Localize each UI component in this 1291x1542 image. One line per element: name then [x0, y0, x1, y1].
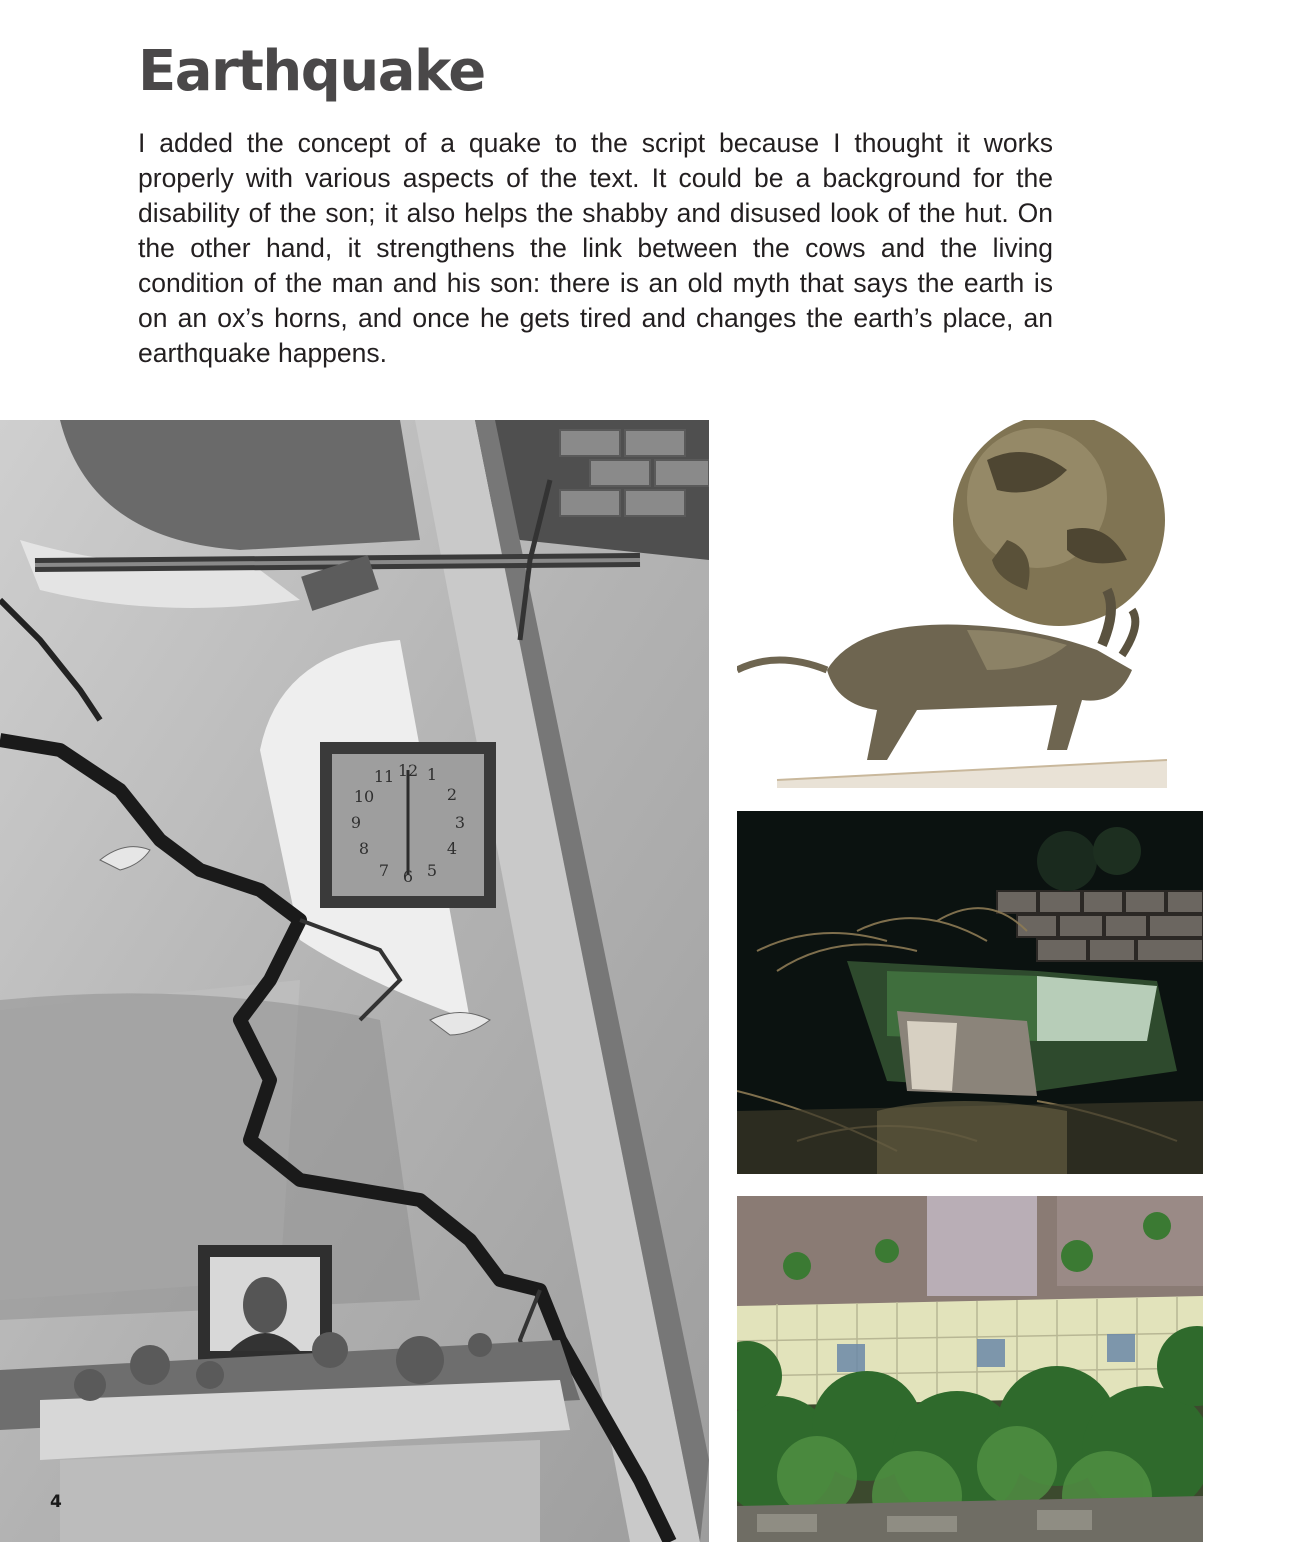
clock-numeral-12: 12 — [397, 761, 419, 780]
cracked-wall-photo — [0, 420, 709, 1542]
clock-numeral-8: 8 — [358, 839, 370, 858]
clock-numeral-9: 9 — [350, 813, 362, 832]
clock-numeral-1: 1 — [426, 765, 438, 784]
clock-numeral-3: 3 — [454, 813, 466, 832]
clock-numeral-11: 11 — [373, 767, 395, 786]
bull-globe-statue-photo — [737, 420, 1167, 788]
page-number: 4 — [50, 1492, 62, 1512]
clock-numeral-6: 6 — [402, 867, 414, 886]
clock-numeral-10: 10 — [353, 787, 375, 806]
overgrown-tiled-ruin-photo — [737, 1196, 1203, 1542]
abandoned-ruin-photo — [737, 811, 1203, 1174]
clock-numeral-7: 7 — [378, 861, 390, 880]
clock-numeral-4: 4 — [446, 839, 458, 858]
body-paragraph: I added the concept of a quake to the script because I thought it works properly with various aspects of the text. It could be a background for the disability of the son; it also helps the shabby and disused look of the hut. On the other hand, it strengthens the link between the cows and the living condition of the man and his son: there is an old myth that says the earth is on an ox’s horns, and once he gets tired and changes the earth’s place, an earthquake happens. — [138, 128, 1053, 368]
clock-graphic — [320, 742, 496, 908]
page-title: Earthquake — [138, 39, 485, 104]
clock-numeral-5: 5 — [426, 861, 438, 880]
clock-numeral-2: 2 — [446, 785, 458, 804]
